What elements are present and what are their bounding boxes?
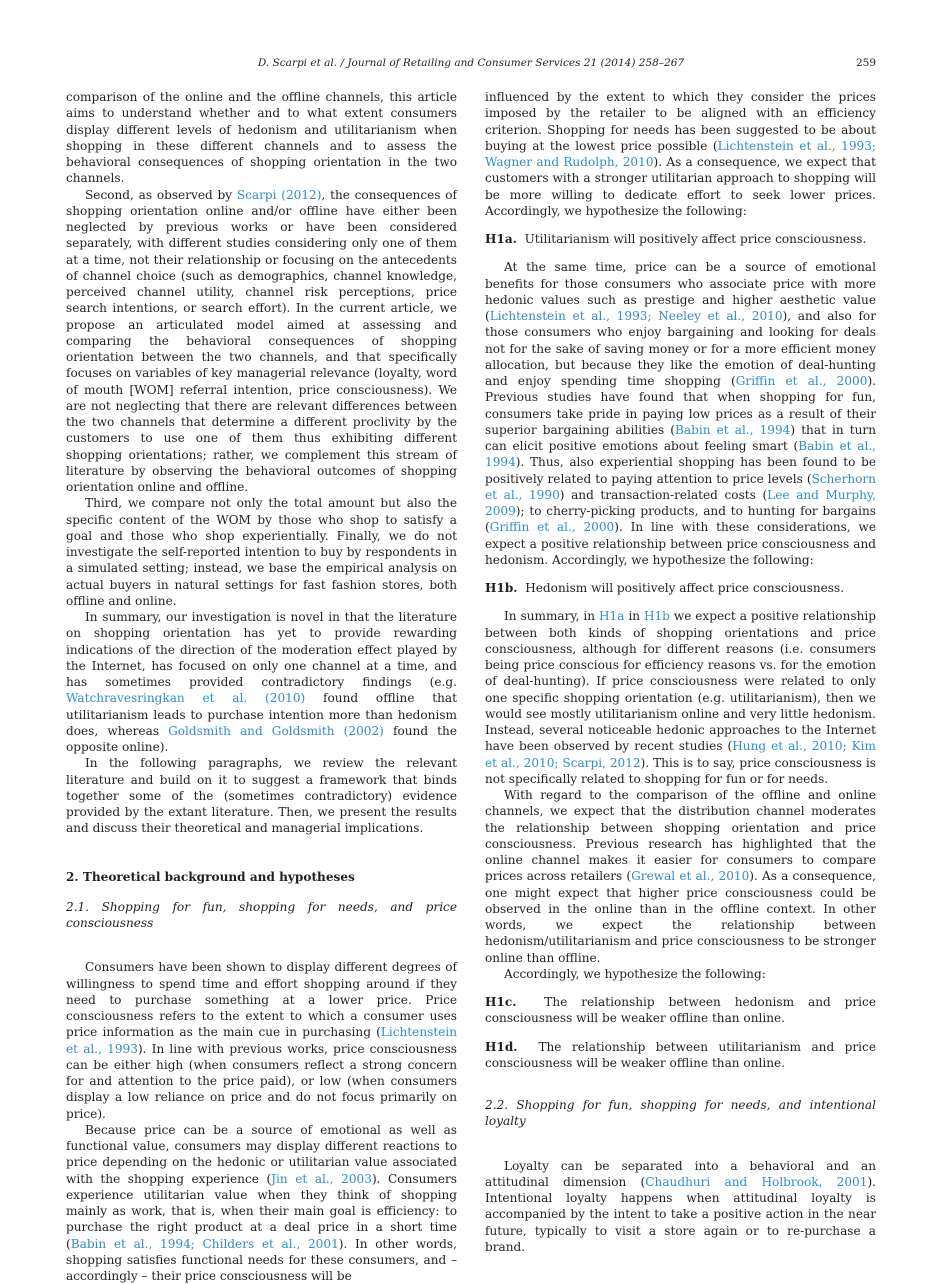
citation-link[interactable]: Babin et al., 1994 (485, 439, 877, 470)
hypothesis-link[interactable]: H1b (643, 609, 670, 624)
hypothesis-label: H1d. (485, 1039, 518, 1054)
paragraph: Second, as observed by Scarpi (2012), the consequences of shopping orientation online and/or offline have either been neglected by previous works or have been considered separately, with different studies considering only one of them at a time, not their relationship or focusing on the antecedents of channel choice (such as demographics, channel knowledge, perceived channel utility, channel risk perceptions, price search intentions, or search effort). In the current article, we propose an articulated model aimed at assessing and comparing the behavioral consequences of shopping orientation between the two channels, and that specifically focuses on variables of key managerial relevance (loyalty, word of mouth [WOM] referral intention, price consciousness). We are not neglecting that there are relevant differences between the two channels that determine a different proclivity by the customers to use one of them thus exhibiting different shopping orientations; rather, we complement this stream of literature by observing the behavioral outcomes of shopping orientation online and offline. (66, 187, 457, 494)
citation-link[interactable]: Lichtenstein et al., 1993 (66, 1025, 457, 1056)
left-column (66, 89, 457, 1284)
citation-link[interactable]: Watchravesringkan et al. (2010) (66, 691, 306, 706)
hypothesis-h1d: H1d. The relationship between utilitarianism and price consciousness will be weaker offline than online. (485, 1039, 876, 1070)
citation-link[interactable]: Griffin et al., 2000 (735, 374, 868, 388)
paragraph: In the following paragraphs, we review the relevant literature and build on it to suggest a framework that binds together some of the (sometimes contradictory) evidence provided by the extant literature. Then, we present the results and discuss their theoretical and managerial implications. (66, 756, 457, 836)
page-number: 259 (855, 57, 876, 69)
paragraph: comparison of the online and the offline channels, this article aims to understand whether and to what extent consumers display different levels of hedonism and utilitarianism when shopping in these different channels and to assess the behavioral consequences of shopping orientation in the two channels. (66, 90, 457, 186)
citation-link[interactable]: Babin et al., 1994 (675, 422, 791, 437)
hypothesis-h1c: H1c. The relationship between hedonism and price consciousness will be weaker offline than online. (485, 995, 876, 1026)
right-column (485, 89, 876, 1255)
citation-link[interactable]: Lee and Murphy, 2009 (485, 487, 877, 518)
hypothesis-label: H1c. (485, 995, 517, 1009)
citation-link[interactable]: Goldsmith and Goldsmith (2002) (168, 723, 384, 738)
citation-link[interactable]: Hung et al., 2010; Kim et al., 2010; Scarpi, 2012 (485, 739, 877, 770)
running-title: D. Scarpi et al. / Journal of Retailing and Consumer Services 21 (2014) 258–267 (257, 57, 685, 69)
hypothesis-label: H1a. (485, 232, 517, 246)
paragraph: Accordingly, we hypothesize the following: (504, 966, 766, 981)
paragraph: Third, we compare not only the total amount but also the specific content of the WOM by those who shop to satisfy a goal and those who shop experientially. Finally, we do not investigate the self-reported intention to buy by respondents in a simulated setting; instead, we base the empirical analysis on actual buyers in natural settings for fast fashion stores, both offline and online. (66, 496, 457, 608)
citation-link[interactable]: Lichtenstein et al., 1993; Neeley et al., 2010 (489, 309, 783, 323)
paragraph: influenced by the extent to which they consider the prices imposed by the retailer to be aligned with an efficiency criterion. Shopping for needs has been suggested to be about buying at the lowest price possible (Lichtenstein et al., 1993; Wagner and Rudolph, 2010). As a consequence, we expect that customers with a stronger utilitarian approach to shopping will be more willing to dedicate effort to seek lower prices. Accordingly, we hypothesize the following: (485, 90, 876, 218)
paragraph: At the same time, price can be a source of emotional benefits for those consumers who associate price with more hedonic values such as prestige and higher aesthetic value (Lichtenstein et al., 1993; Neeley et al., 2010), and also for those consumers who enjoy bargaining and looking for deals not for the sake of saving money or for a more efficient money allocation, but because they like the emotion of deal-hunting and enjoy spending time shopping (Griffin et al., 2000). Previous studies have found that when shopping for fun, consumers take pride in paying low prices as a result of their superior bargaining abilities (Babin et al., 1994) that in turn can elicit positive emotions about feeling smart (Babin et al., 1994). Thus, also experiential shopping has been found to be positively related to paying attention to price levels (Scherhorn et al., 1990) and transaction-related costs (Lee and Murphy, 2009); to cherry-picking products, and to hunting for bargains (Griffin et al., 2000). In line with these considerations, we expect a positive relationship between price consciousness and hedonism. Accordingly, we hypothesize the following: (485, 260, 877, 567)
citation-link[interactable]: Jin et al., 2003 (271, 1171, 372, 1186)
citation-link[interactable]: Grewal et al., 2010 (631, 869, 750, 884)
paragraph: In summary, our investigation is novel in that the literature on shopping orientation has yet to provide rewarding indications of the direction of the moderation effect played by the Internet, has focused on only one channel at a time, and has sometimes provided contradictory findings (e.g. Watchravesringkan et al. (2010) found offline that utilitarianism leads to purchase intention more than hedonism does, whereas Goldsmith and Goldsmith (2002) found the opposite online). (66, 610, 457, 754)
hypothesis-h1b: H1b. Hedonism will positively affect price consciousness. (485, 581, 845, 595)
citation-link[interactable]: Scherhorn et al., 1990 (485, 471, 876, 502)
paragraph: With regard to the comparison of the offline and online channels, we expect that the distribution channel moderates the relationship between shopping orientation and price consciousness. Previous research has highlighted that the online channel makes it easier for consumers to compare prices across retailers (Grewal et al., 2010). As a consequence, one might expect that higher price consciousness could be observed in the online than in the offline context. In other words, we expect the relationship between hedonism/utilitarianism and price consciousness to be stronger online than offline. (485, 788, 876, 965)
subsection-heading: 2.2. Shopping for fun, shopping for needs, and intentional loyalty (485, 1098, 876, 1129)
hypothesis-h1a: H1a. Utilitarianism will positively affect price consciousness. (485, 232, 867, 246)
paragraph: Consumers have been shown to display different degrees of willingness to spend time and effort shopping around if they need to purchase something at a lower price. Price consciousness refers to the extent to which a consumer uses price information as the main cue in purchasing (Lichtenstein et al., 1993). In line with previous works, price consciousness can be either high (when consumers reflect a strong concern for and attention to the price paid), or low (when consumers display a low reliance on price and do not focus primarily on price). (66, 960, 458, 1121)
citation-link[interactable]: Lichtenstein et al., 1993; Wagner and Rudolph, 2010 (485, 138, 876, 169)
hypothesis-link[interactable]: H1a (598, 609, 625, 624)
section-heading: 2. Theoretical background and hypotheses (66, 869, 355, 884)
citation-link[interactable]: Griffin et al., 2000 (489, 520, 615, 535)
citation-link[interactable]: Scarpi (2012) (236, 187, 322, 202)
paragraph: Because price can be a source of emotional as well as functional value, consumers may display different reactions to price depending on the hedonic or utilitarian value associated with the shopping experience (Jin et al., 2003). Consumers experience utilitarian value when they think of shopping mainly as work, that is, when their main goal is efficiency: to purchase the right product at a deal price in a short time (Babin et al., 1994; Childers et al., 2001). In other words, shopping satisfies functional needs for these consumers, and – accordingly – their price consciousness will be (66, 1122, 457, 1283)
citation-link[interactable]: Babin et al., 1994; Childers et al., 2001 (70, 1236, 339, 1251)
citation-link[interactable]: Chaudhuri and Holbrook, 2001 (645, 1174, 868, 1189)
paragraph: Loyalty can be separated into a behavioral and an attitudinal dimension (Chaudhuri and Holbrook, 2001). Intentional loyalty happens when attitudinal loyalty is accompanied by the intent to take a positive action in the near future, typically to visit a store again or to re-purchase a brand. (485, 1158, 877, 1254)
paragraph: In summary, in H1a in H1b we expect a positive relationship between both kinds of shopping orientations and price consciousness, although for different reasons (i.e. consumers being price conscious for efficiency reasons vs. for the emotion of deal-hunting). If price consciousness were related to only one specific shopping orientation (e.g. utilitarianism), then we would see mostly utilitarianism online and very little hedonism. Instead, several noticeable hedonic approaches to the Internet have been observed by recent studies (Hung et al., 2010; Kim et al., 2010; Scarpi, 2012). This is to say, price consciousness is not specifically related to shopping for fun or for needs. (485, 609, 877, 786)
running-header (66, 56, 876, 70)
subsection-heading: 2.1. Shopping for fun, shopping for needs, and price consciousness (66, 899, 457, 930)
hypothesis-label: H1b. (485, 581, 518, 595)
